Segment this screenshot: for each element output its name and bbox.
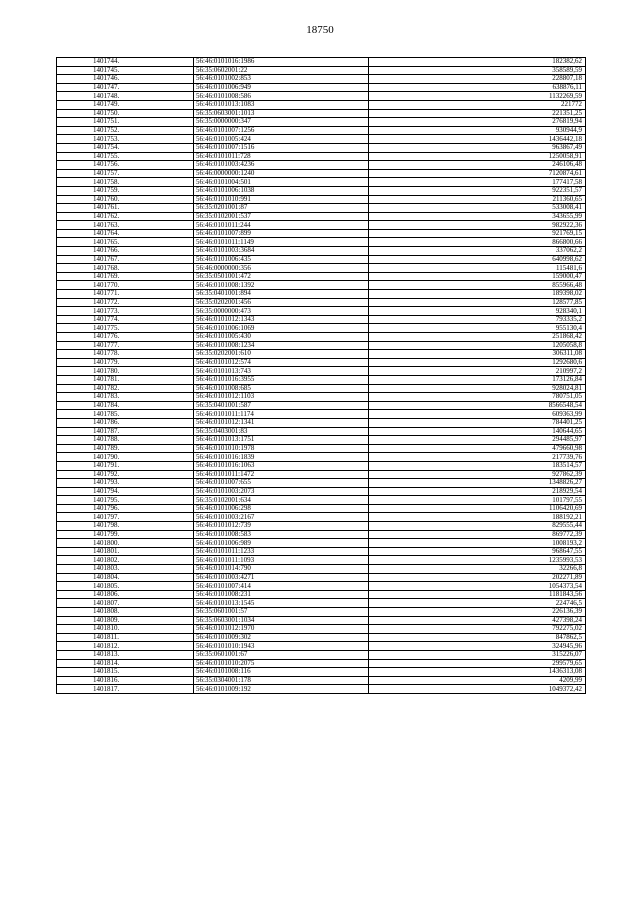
value-cell: 1436442,18: [369, 135, 586, 144]
row-number-cell: 1401770.: [57, 281, 194, 290]
row-number-cell: 1401797.: [57, 513, 194, 522]
value-cell: 210997,2: [369, 367, 586, 376]
table-row: [57, 444, 586, 453]
row-number-cell: 1401795.: [57, 496, 194, 505]
cadastral-number-cell: 56:46:0101016:1986: [194, 58, 369, 67]
cadastral-number-cell: 56:46:0101010:1978: [194, 444, 369, 453]
value-cell: 224746,5: [369, 599, 586, 608]
row-number-cell: 1401785.: [57, 410, 194, 419]
cadastral-number-cell: 56:46:0101008:685: [194, 384, 369, 393]
row-number-cell: 1401799.: [57, 530, 194, 539]
value-cell: 921769,15: [369, 229, 586, 238]
table-row: [57, 178, 586, 187]
value-cell: 847862,5: [369, 633, 586, 642]
table-row: [57, 608, 586, 617]
table-row: [57, 401, 586, 410]
table-row: [57, 358, 586, 367]
row-number-cell: 1401810.: [57, 625, 194, 634]
cadastral-number-cell: 56:46:0101010:991: [194, 195, 369, 204]
table-row: [57, 195, 586, 204]
table-row: [57, 427, 586, 436]
row-number-cell: 1401804.: [57, 573, 194, 582]
cadastral-number-cell: 56:46:0101003:2073: [194, 487, 369, 496]
cadastral-number-cell: 56:35:0304001:178: [194, 676, 369, 685]
table-row: [57, 221, 586, 230]
table-row: [57, 625, 586, 634]
cadastral-number-cell: 56:46:0101007:899: [194, 229, 369, 238]
table-row: [57, 247, 586, 256]
cadastral-number-cell: 56:46:0101013:1083: [194, 100, 369, 109]
table-row: [57, 109, 586, 118]
row-number-cell: 1401755.: [57, 152, 194, 161]
cadastral-number-cell: 56:46:0101007:1516: [194, 143, 369, 152]
cadastral-number-cell: 56:46:0101003:2167: [194, 513, 369, 522]
table-row: [57, 650, 586, 659]
value-cell: 159000,47: [369, 272, 586, 281]
row-number-cell: 1401752.: [57, 126, 194, 135]
table-row: [57, 479, 586, 488]
value-cell: 4209,99: [369, 676, 586, 685]
row-number-cell: 1401768.: [57, 264, 194, 273]
value-cell: 221772: [369, 100, 586, 109]
table-row: [57, 668, 586, 677]
cadastral-number-cell: 56:46:0101009:192: [194, 685, 369, 694]
table-row: [57, 530, 586, 539]
value-cell: 928340,1: [369, 307, 586, 316]
table-row: [57, 212, 586, 221]
cadastral-number-cell: 56:35:0401001:587: [194, 401, 369, 410]
row-number-cell: 1401802.: [57, 556, 194, 565]
cadastral-number-cell: 56:46:0101013:743: [194, 367, 369, 376]
row-number-cell: 1401771.: [57, 290, 194, 299]
cadastral-number-cell: 56:46:0101007:655: [194, 479, 369, 488]
table-row: [57, 186, 586, 195]
cadastral-number-cell: 56:46:0101012:1970: [194, 625, 369, 634]
cadastral-number-cell: 56:46:0101010:1943: [194, 642, 369, 651]
row-number-cell: 1401805.: [57, 582, 194, 591]
table-row: [57, 616, 586, 625]
value-cell: 251868,42: [369, 333, 586, 342]
value-cell: 188192,21: [369, 513, 586, 522]
table-row: [57, 375, 586, 384]
table-row: [57, 100, 586, 109]
value-cell: 1054373,54: [369, 582, 586, 591]
value-cell: 226136,39: [369, 608, 586, 617]
row-number-cell: 1401744.: [57, 58, 194, 67]
row-number-cell: 1401779.: [57, 358, 194, 367]
cadastral-number-cell: 56:35:0401001:894: [194, 290, 369, 299]
cadastral-number-cell: 56:35:0602001:22: [194, 66, 369, 75]
cadastral-number-cell: 56:46:0101011:1174: [194, 410, 369, 419]
value-cell: 1235993,53: [369, 556, 586, 565]
cadastral-number-cell: 56:46:0101011:1149: [194, 238, 369, 247]
cadastral-number-cell: 56:46:0101008:586: [194, 92, 369, 101]
table-row: [57, 642, 586, 651]
value-cell: 866800,66: [369, 238, 586, 247]
cadastral-number-cell: 56:46:0101012:1341: [194, 418, 369, 427]
row-number-cell: 1401808.: [57, 608, 194, 617]
value-cell: 211360,65: [369, 195, 586, 204]
cadastral-number-cell: 56:35:0102001:537: [194, 212, 369, 221]
table-row: [57, 393, 586, 402]
table-row: [57, 599, 586, 608]
row-number-cell: 1401782.: [57, 384, 194, 393]
row-number-cell: 1401787.: [57, 427, 194, 436]
row-number-cell: 1401759.: [57, 186, 194, 195]
row-number-cell: 1401777.: [57, 341, 194, 350]
table-row: [57, 436, 586, 445]
table-row: [57, 582, 586, 591]
cadastral-number-cell: 56:46:0000000:356: [194, 264, 369, 273]
cadastral-number-cell: 56:46:0101011:1233: [194, 547, 369, 556]
table-row: [57, 290, 586, 299]
cadastral-number-cell: 56:46:0101016:1063: [194, 461, 369, 470]
value-cell: 982922,36: [369, 221, 586, 230]
row-number-cell: 1401778.: [57, 350, 194, 359]
value-cell: 337062,2: [369, 247, 586, 256]
row-number-cell: 1401774.: [57, 315, 194, 324]
row-number-cell: 1401812.: [57, 642, 194, 651]
table-row: [57, 341, 586, 350]
table-row: [57, 255, 586, 264]
row-number-cell: 1401757.: [57, 169, 194, 178]
cadastral-number-cell: 56:46:0101013:1751: [194, 436, 369, 445]
table-row: [57, 556, 586, 565]
value-cell: 7120874,61: [369, 169, 586, 178]
table-row: [57, 161, 586, 170]
table-row: [57, 590, 586, 599]
value-cell: 427398,24: [369, 616, 586, 625]
cadastral-number-cell: 56:35:0603001:1034: [194, 616, 369, 625]
value-cell: 640998,62: [369, 255, 586, 264]
row-number-cell: 1401764.: [57, 229, 194, 238]
cadastral-number-cell: 56:46:0101006:949: [194, 83, 369, 92]
table-row: [57, 685, 586, 694]
table-row: [57, 350, 586, 359]
value-cell: 8566548,54: [369, 401, 586, 410]
table-row: [57, 453, 586, 462]
cadastral-number-cell: 56:46:0101016:1839: [194, 453, 369, 462]
table-row: [57, 272, 586, 281]
row-number-cell: 1401751.: [57, 118, 194, 127]
cadastral-number-cell: 56:46:0101006:435: [194, 255, 369, 264]
table-row: [57, 410, 586, 419]
row-number-cell: 1401765.: [57, 238, 194, 247]
cadastral-number-cell: 56:46:0101014:790: [194, 565, 369, 574]
cadastral-number-cell: 56:35:0000000:347: [194, 118, 369, 127]
value-cell: 221351,25: [369, 109, 586, 118]
row-number-cell: 1401791.: [57, 461, 194, 470]
cadastral-number-cell: 56:46:0101008:1392: [194, 281, 369, 290]
value-cell: 218929,54: [369, 487, 586, 496]
value-cell: 1181843,56: [369, 590, 586, 599]
row-number-cell: 1401817.: [57, 685, 194, 694]
row-number-cell: 1401773.: [57, 307, 194, 316]
row-number-cell: 1401753.: [57, 135, 194, 144]
value-cell: 32266,8: [369, 565, 586, 574]
row-number-cell: 1401760.: [57, 195, 194, 204]
row-number-cell: 1401807.: [57, 599, 194, 608]
cadastral-number-cell: 56:35:0202001:610: [194, 350, 369, 359]
row-number-cell: 1401786.: [57, 418, 194, 427]
table-row: [57, 539, 586, 548]
cadastral-number-cell: 56:35:0403001:83: [194, 427, 369, 436]
row-number-cell: 1401815.: [57, 668, 194, 677]
table-row: [57, 264, 586, 273]
table-row: [57, 324, 586, 333]
row-number-cell: 1401790.: [57, 453, 194, 462]
value-cell: 177417,58: [369, 178, 586, 187]
table-row: [57, 418, 586, 427]
table-row: [57, 83, 586, 92]
row-number-cell: 1401792.: [57, 470, 194, 479]
value-cell: 638876,11: [369, 83, 586, 92]
row-number-cell: 1401784.: [57, 401, 194, 410]
row-number-cell: 1401775.: [57, 324, 194, 333]
value-cell: 792275,02: [369, 625, 586, 634]
table-row: [57, 169, 586, 178]
row-number-cell: 1401806.: [57, 590, 194, 599]
row-number-cell: 1401801.: [57, 547, 194, 556]
table-row: [57, 496, 586, 505]
cadastral-number-cell: 56:46:0101003:4271: [194, 573, 369, 582]
table-row: [57, 470, 586, 479]
cadastral-number-cell: 56:46:0101006:298: [194, 504, 369, 513]
table-row: [57, 238, 586, 247]
row-number-cell: 1401748.: [57, 92, 194, 101]
cadastral-number-cell: 56:46:0101012:739: [194, 522, 369, 531]
records-table-body: [57, 58, 586, 694]
value-cell: 246106,48: [369, 161, 586, 170]
row-number-cell: 1401781.: [57, 375, 194, 384]
value-cell: 533008,41: [369, 204, 586, 213]
cadastral-number-cell: 56:46:0101012:1103: [194, 393, 369, 402]
table-row: [57, 461, 586, 470]
value-cell: 343655,99: [369, 212, 586, 221]
value-cell: 115481,6: [369, 264, 586, 273]
value-cell: 299579,65: [369, 659, 586, 668]
value-cell: 183514,57: [369, 461, 586, 470]
table-row: [57, 298, 586, 307]
value-cell: 1250058,91: [369, 152, 586, 161]
table-row: [57, 118, 586, 127]
row-number-cell: 1401746.: [57, 75, 194, 84]
cadastral-number-cell: 56:46:0101005:424: [194, 135, 369, 144]
cadastral-number-cell: 56:46:0101002:853: [194, 75, 369, 84]
value-cell: 963867,49: [369, 143, 586, 152]
row-number-cell: 1401811.: [57, 633, 194, 642]
cadastral-number-cell: 56:46:0101011:1093: [194, 556, 369, 565]
value-cell: 927862,39: [369, 470, 586, 479]
cadastral-number-cell: 56:46:0101006:1069: [194, 324, 369, 333]
row-number-cell: 1401789.: [57, 444, 194, 453]
cadastral-number-cell: 56:46:0101006:1038: [194, 186, 369, 195]
cadastral-number-cell: 56:46:0101016:3955: [194, 375, 369, 384]
records-table: [56, 57, 586, 694]
row-number-cell: 1401783.: [57, 393, 194, 402]
row-number-cell: 1401749.: [57, 100, 194, 109]
value-cell: 922351,57: [369, 186, 586, 195]
value-cell: 294485,97: [369, 436, 586, 445]
cadastral-number-cell: 56:46:0101012:574: [194, 358, 369, 367]
cadastral-number-cell: 56:35:0601001:67: [194, 650, 369, 659]
table-row: [57, 92, 586, 101]
row-number-cell: 1401754.: [57, 143, 194, 152]
value-cell: 1292680,6: [369, 358, 586, 367]
row-number-cell: 1401772.: [57, 298, 194, 307]
cadastral-number-cell: 56:46:0101006:989: [194, 539, 369, 548]
value-cell: 358589,59: [369, 66, 586, 75]
table-row: [57, 633, 586, 642]
value-cell: 1049372,42: [369, 685, 586, 694]
table-row: [57, 573, 586, 582]
value-cell: 228807,18: [369, 75, 586, 84]
cadastral-number-cell: 56:46:0101004:501: [194, 178, 369, 187]
table-row: [57, 384, 586, 393]
row-number-cell: 1401763.: [57, 221, 194, 230]
value-cell: 829555,44: [369, 522, 586, 531]
value-cell: 173126,84: [369, 375, 586, 384]
row-number-cell: 1401756.: [57, 161, 194, 170]
value-cell: 182382,62: [369, 58, 586, 67]
table-row: [57, 333, 586, 342]
row-number-cell: 1401813.: [57, 650, 194, 659]
value-cell: 793335,2: [369, 315, 586, 324]
cadastral-number-cell: 56:46:0101003:4236: [194, 161, 369, 170]
value-cell: 479660,98: [369, 444, 586, 453]
value-cell: 1132269,59: [369, 92, 586, 101]
cadastral-number-cell: 56:46:0101011:728: [194, 152, 369, 161]
cadastral-number-cell: 56:46:0101003:3684: [194, 247, 369, 256]
row-number-cell: 1401809.: [57, 616, 194, 625]
cadastral-number-cell: 56:46:0101008:583: [194, 530, 369, 539]
table-row: [57, 676, 586, 685]
table-row: [57, 152, 586, 161]
cadastral-number-cell: 56:35:0000000:473: [194, 307, 369, 316]
cadastral-number-cell: 56:46:0101008:231: [194, 590, 369, 599]
cadastral-number-cell: 56:46:0101011:1472: [194, 470, 369, 479]
value-cell: 930944,9: [369, 126, 586, 135]
row-number-cell: 1401803.: [57, 565, 194, 574]
row-number-cell: 1401745.: [57, 66, 194, 75]
row-number-cell: 1401800.: [57, 539, 194, 548]
table-row: [57, 135, 586, 144]
row-number-cell: 1401776.: [57, 333, 194, 342]
table-row: [57, 659, 586, 668]
value-cell: 968647,55: [369, 547, 586, 556]
table-row: [57, 513, 586, 522]
row-number-cell: 1401758.: [57, 178, 194, 187]
row-number-cell: 1401780.: [57, 367, 194, 376]
cadastral-number-cell: 56:46:0101008:116: [194, 668, 369, 677]
value-cell: 140644,65: [369, 427, 586, 436]
value-cell: 1348826,27: [369, 479, 586, 488]
row-number-cell: 1401816.: [57, 676, 194, 685]
value-cell: 202271,89: [369, 573, 586, 582]
cadastral-number-cell: 56:46:0101013:1545: [194, 599, 369, 608]
table-row: [57, 58, 586, 67]
table-row: [57, 143, 586, 152]
value-cell: 1436313,08: [369, 668, 586, 677]
row-number-cell: 1401762.: [57, 212, 194, 221]
value-cell: 315226,07: [369, 650, 586, 659]
row-number-cell: 1401767.: [57, 255, 194, 264]
table-row: [57, 307, 586, 316]
value-cell: 128577,85: [369, 298, 586, 307]
cadastral-number-cell: 56:46:0101011:244: [194, 221, 369, 230]
value-cell: 928024,81: [369, 384, 586, 393]
cadastral-number-cell: 56:46:0101005:430: [194, 333, 369, 342]
cadastral-number-cell: 56:35:0201001:87: [194, 204, 369, 213]
row-number-cell: 1401796.: [57, 504, 194, 513]
value-cell: 1106420,69: [369, 504, 586, 513]
value-cell: 784401,25: [369, 418, 586, 427]
value-cell: 189398,02: [369, 290, 586, 299]
cadastral-number-cell: 56:46:0101007:414: [194, 582, 369, 591]
table-row: [57, 487, 586, 496]
row-number-cell: 1401769.: [57, 272, 194, 281]
cadastral-number-cell: 56:46:0101007:1256: [194, 126, 369, 135]
table-row: [57, 504, 586, 513]
cadastral-number-cell: 56:35:0102001:634: [194, 496, 369, 505]
row-number-cell: 1401793.: [57, 479, 194, 488]
cadastral-number-cell: 56:35:0202001:456: [194, 298, 369, 307]
value-cell: 609363,99: [369, 410, 586, 419]
row-number-cell: 1401814.: [57, 659, 194, 668]
row-number-cell: 1401794.: [57, 487, 194, 496]
table-row: [57, 281, 586, 290]
cadastral-number-cell: 56:35:0603001:1013: [194, 109, 369, 118]
row-number-cell: 1401750.: [57, 109, 194, 118]
row-number-cell: 1401766.: [57, 247, 194, 256]
cadastral-number-cell: 56:46:0101012:1343: [194, 315, 369, 324]
table-row: [57, 229, 586, 238]
value-cell: 276819,94: [369, 118, 586, 127]
cadastral-number-cell: 56:46:0000000:1240: [194, 169, 369, 178]
value-cell: 1008193,2: [369, 539, 586, 548]
value-cell: 324945,96: [369, 642, 586, 651]
value-cell: 955130,4: [369, 324, 586, 333]
table-row: [57, 315, 586, 324]
cadastral-number-cell: 56:46:0101010:2075: [194, 659, 369, 668]
cadastral-number-cell: 56:46:0101009:302: [194, 633, 369, 642]
value-cell: 855966,48: [369, 281, 586, 290]
cadastral-number-cell: 56:46:0101008:1234: [194, 341, 369, 350]
table-row: [57, 367, 586, 376]
value-cell: 780751,05: [369, 393, 586, 402]
table-row: [57, 126, 586, 135]
value-cell: 1205058,8: [369, 341, 586, 350]
value-cell: 101797,55: [369, 496, 586, 505]
row-number-cell: 1401761.: [57, 204, 194, 213]
page-number: 18750: [306, 24, 334, 36]
row-number-cell: 1401747.: [57, 83, 194, 92]
row-number-cell: 1401788.: [57, 436, 194, 445]
table-row: [57, 565, 586, 574]
table-row: [57, 75, 586, 84]
table-row: [57, 66, 586, 75]
table-row: [57, 522, 586, 531]
cadastral-number-cell: 56:35:0501001:472: [194, 272, 369, 281]
table-row: [57, 204, 586, 213]
row-number-cell: 1401798.: [57, 522, 194, 531]
value-cell: 869772,39: [369, 530, 586, 539]
table-row: [57, 547, 586, 556]
cadastral-number-cell: 56:35:0601001:57: [194, 608, 369, 617]
value-cell: 306311,08: [369, 350, 586, 359]
value-cell: 217739,76: [369, 453, 586, 462]
